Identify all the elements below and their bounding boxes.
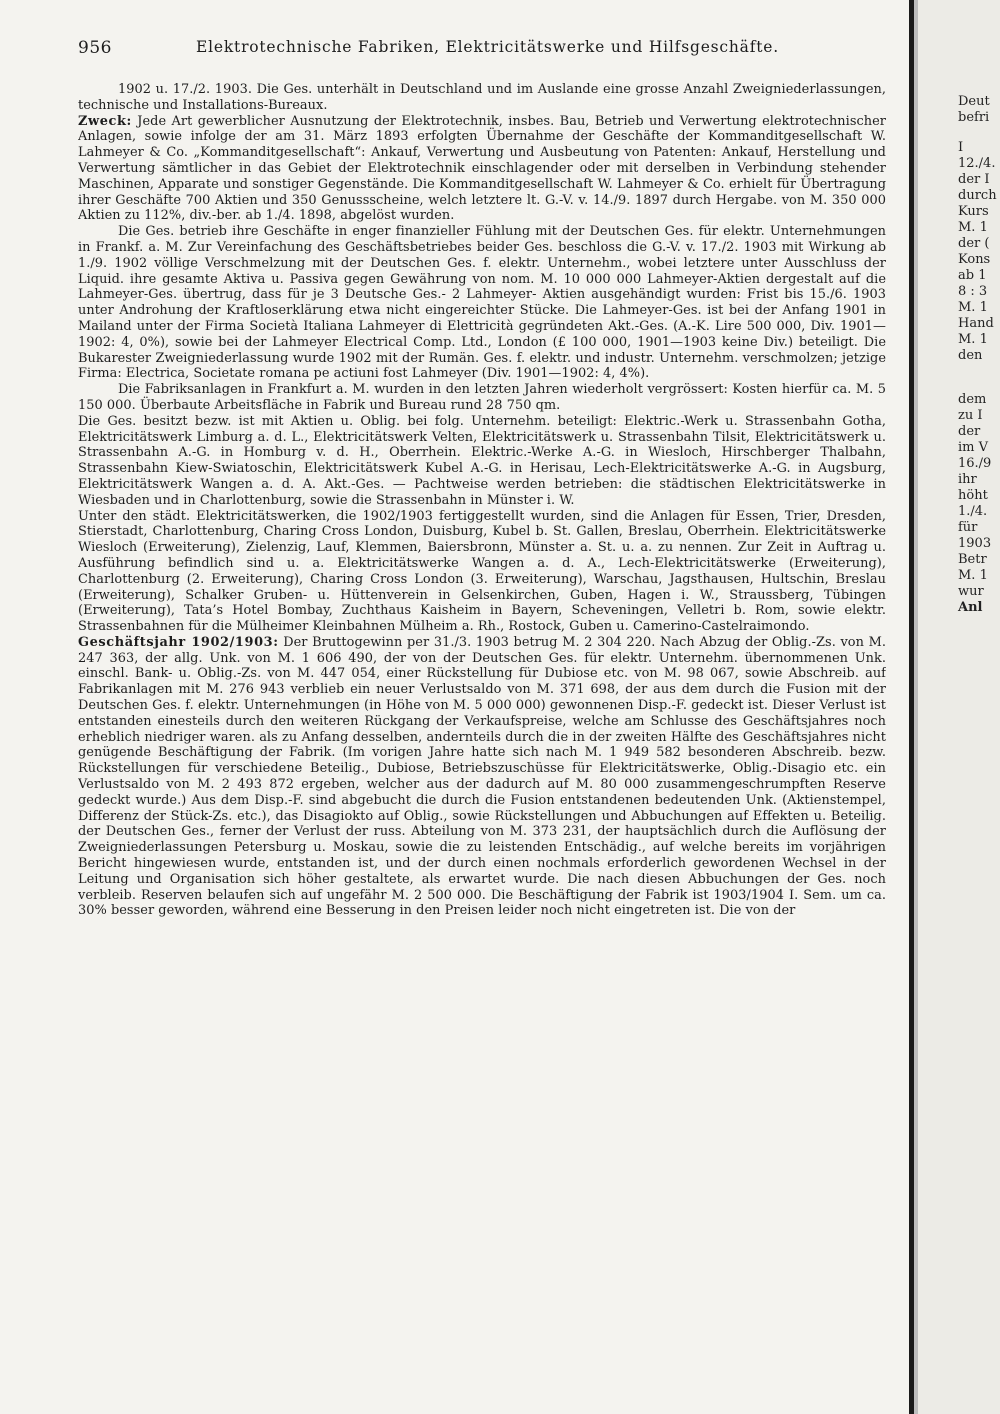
page-number: 956 [78,38,112,58]
adjacent-fragment-10: ab 1 [958,268,987,283]
paragraph-intro: 1902 u. 17./2. 1903. Die Ges. unterhält in Deutschland und im Auslande eine grosse Anzahl Zweigniederlassungen, technische und Installations-Bureaux. [78,82,886,113]
adjacent-fragment-25: 1903 [958,536,992,551]
adjacent-fragment-19: im V [958,440,989,455]
zweck-label: Zweck: [78,113,132,129]
adjacent-fragment-12: M. 1 [958,300,988,315]
adjacent-fragment-13: Hand [958,316,994,331]
main-text-column [78,82,886,1382]
adjacent-fragment-3: 12./4. [958,156,996,171]
adjacent-page-strip [918,0,1000,1414]
paragraph-elektricitaetswerke: Unter den städt. Elektricitätswerken, die 1902/1903 fertiggestellt wurden, sind die Anlagen für Essen, Trier, Dresden, Stierstadt, Charlottenburg, Charing Cross London, Duisburg, Kubel b. St. Gallen, Breslau, Oberrhein. Elektricitätswerke Wiesloch (Erweiterung), Zielenzig, Lauf, Klemmen, Baiersbronn, Münster a. St. u. a. zu nennen. Zur Zeit in Auftrag u. Ausführung befindlich sind u. a. Elektricitätswerke Wangen a. d. A., Lech-Elektricitätswerke (Erweiterung), Charlottenburg (2. Erweiterung), Charing Cross London (3. Erweiterung), Warschau, Jagsthausen, Hultschin, Breslau (Erweiterung), Schalker Gruben- u. Hüttenverein in Gelsenkirchen, Guben, Hagen i. W., Straussberg, Tübingen (Erweiterung), Tata’s Hotel Bombay, Zuchthaus Kaisheim in Bayern, Scheveningen, Velletri b. Rom, sowie elektr. Strassenbahnen für die Mülheimer Kleinbahnen Mülheim a. Rh., Rostock, Guben u. Camerino-Castelraimondo. [78,508,886,635]
running-title: Elektrotechnische Fabriken, Elektricitätswerke und Hilfsgeschäfte. [196,38,779,56]
paragraph-zweck [78,114,886,225]
adjacent-fragment-22: höht [958,488,988,503]
adjacent-fragment-20: 16./9 [958,456,992,471]
adjacent-fragment-8: der ( [958,236,990,251]
geschaeftsjahr-text: Der Bruttogewinn per 31./3. 1903 betrug M. 2 304 220. Nach Abzug der Oblig.-Zs. von M. 247 363, der allg. Unk. von M. 1 606 490, der von der Deutschen Ges. für elektr. Unternehm. übernommenen Unk. einschl. Bank- u. Oblig.-Zs. von M. 447 054, einer Rückstellung für Dubiose etc. von M. 98 067, sowie Abschreib. auf Fabrikanlagen mit M. 276 943 verblieb ein neuer Verlustsaldo von M. 371 698, der aus dem durch die Fusion mit der Deutschen Ges. f. elektr. Unternehmungen (in Höhe von M. 5 000 000) gewonnenen Disp.-F. gedeckt ist. Dieser Verlust ist entstanden einesteils durch den weiteren Rückgang der Verkaufspreise, welche am Schlusse des Geschäftsjahres noch erheblich niedriger waren. als zu Anfang desselben, andernteils durch die in der zweiten Hälfte des Geschäftsjahres nicht genügende Beschäftigung der Fabrik. (Im vorigen Jahre hatte sich nach M. 1 949 582 besonderen Abschreib. bezw. Rückstellungen für verschiedene Beteilig., Dubiose, Betriebszuschüsse für Elektricitätswerke, Oblig.-Disagio etc. ein Verlustsaldo von M. 2 493 872 ergeben, welcher aus der dadurch auf M. 80 000 zusammengeschrumpften Reserve gedeckt wurde.) Aus dem Disp.-F. sind abgebucht die durch die Fusion entstandenen bedeutenden Unk. (Aktienstempel, Differenz der Stück-Zs. etc.), das Disagiokto auf Oblig., sowie Rückstellungen und Abbuchungen auf Effekten u. Beteilig. der Deutschen Ges., ferner der Verlust der russ. Abteilung von M. 373 231, der hauptsächlich durch die Auflösung der Zweigniederlassungen Petersburg u. Moskau, sowie die zu leistenden Entschädig., auf welche bereits im vorjährigen Bericht hingewiesen wurde, entstanden ist, und der durch einen nochmals erforderlich gewordenen Wechsel in der Leitung und Organisation sich höher gestaltete, als erwartet wurde. Die nach diesen Abbuchungen der Ges. noch verbleib. Reserven belaufen sich auf ungefähr M. 2 500 000. Die Beschäftigung der Fabrik ist 1903/1904 I. Sem. um ca. 30% besser geworden, während eine Besserung in den Preisen leider noch nicht eingetreten ist. Die von der [78,634,886,919]
paragraph-fusion: Die Ges. betrieb ihre Geschäfte in enger finanzieller Fühlung mit der Deutschen Ges. für elektr. Unternehmungen in Frankf. a. M. Zur Vereinfachung des Geschäftsbetriebes beider Ges. beschloss die G.-V. v. 17./2. 1903 mit Wirkung ab 1./9. 1902 völlige Verschmelzung mit der Deutschen Ges. f. elektr. Unternehm., wobei letztere unter Ausschluss der Liquid. ihre gesamte Aktiva u. Passiva gegen Gewährung von nom. M. 10 000 000 Lahmeyer-Aktien dergestalt auf die Lahmeyer-Ges. übertrug, dass für je 3 Deutsche Ges.- 2 Lahmeyer- Aktien ausgehändigt wurden: Frist bis 15./6. 1903 unter Androhung der Kraftloserklärung etwa nicht eingereichter Stücke. Die Lahmeyer-Ges. ist bei der Anfang 1901 in Mailand unter der Firma Società Italiana Lahmeyer di Elettricità gegründeten Akt.-Ges. (A.-K. Lire 500 000, Div. 1901—1902: 4, 0%), sowie bei der Lahmeyer Electrical Comp. Ltd., London (£ 100 000, 1901—1903 keine Div.) beteiligt. Die Bukarester Zweigniederlassung wurde 1902 mit der Rumän. Ges. f. elektr. und industr. Unternehm. verschmolzen; jetzige Firma: Electrica, Societate romana pe actiuni fost Lahmeyer (Div. 1901—1902: 4, 4%). [78,224,886,382]
adjacent-fragment-28: wur [958,584,984,599]
paragraph-beteiligungen: Die Ges. besitzt bezw. ist mit Aktien u. Oblig. bei folg. Unternehm. beteiligt: Elektric.-Werk u. Strassenbahn Gotha, Elektricitätswerk Limburg a. d. L., Elektricitätswerk Velten, Elektricitätswerk u. Strassenbahn Tilsit, Elektricitätswerk u. Strassenbahn A.-G. in Homburg v. d. H., Oberrhein. Elektric.-Werke A.-G. in Wiesloch, Hirschberger Thalbahn, Strassenbahn Kiew-Swiatoschin, Elektricitätswerk Kubel A.-G. in Herisau, Lech-Elektricitätswerke A.-G. in Augsburg, Elektricitätswerk Wangen a. d. A. Akt.-Ges. — Pachtweise werden betrieben: die städtischen Elektricitätswerke in Wiesbaden und in Charlottenburg, sowie die Strassenbahn in Münster i. W. [78,413,886,508]
adjacent-fragment-0: Deut [958,94,990,109]
adjacent-fragment-5: durch [958,188,997,203]
adjacent-fragment-9: Kons [958,252,991,267]
paragraph-fabriksanlagen: Die Fabriksanlagen in Frankfurt a. M. wurden in den letzten Jahren wiederholt vergrössert: Kosten hierfür ca. M. 5 150 000. Überbaute Arbeitsfläche in Fabrik und Bureau rund 28 750 qm. [78,382,886,413]
page-header [78,38,898,62]
adjacent-fragment-27: M. 1 [958,568,988,583]
adjacent-fragment-1: befri [958,110,990,125]
adjacent-fragment-6: Kurs [958,204,989,219]
adjacent-fragment-15: den [958,348,983,363]
adjacent-fragment-29: Anl [958,600,983,615]
adjacent-fragment-17: zu I [958,408,983,423]
adjacent-fragment-23: 1./4. [958,504,988,519]
paragraph-geschaeftsjahr [78,635,886,919]
adjacent-fragment-14: M. 1 [958,332,988,347]
geschaeftsjahr-label: Geschäftsjahr 1902/1903: [78,634,279,650]
adjacent-fragment-2: I [958,140,964,155]
adjacent-fragment-11: 8 : 3 [958,284,988,299]
adjacent-fragment-26: Betr [958,552,987,567]
zweck-text: Jede Art gewerblicher Ausnutzung der Elektrotechnik, insbes. Bau, Betrieb und Verwertung elektrotechnischer Anlagen, sowie infolge der am 31. März 1893 erfolgten Übernahme der Geschäfte der Kommanditgesellschaft W. Lahmeyer & Co. „Kommanditgesellschaft“: Ankauf, Verwertung und Ausbeutung von Patenten: Ankauf, Herstellung und Verwertung sämtlicher in das Gebiet der Elektrotechnik einschlagender oder mit derselben in Verbindung stehender Maschinen, Apparate und sonstiger Gegenstände. Die Kommanditgesellschaft W. Lahmeyer & Co. erhielt für Übertragung ihrer Geschäfte 700 Aktien und 350 Genussscheine, welch letztere lt. G.-V. v. 14./9. 1897 durch Hergabe. von M. 350 000 Aktien zu 112%, div.-ber. ab 1./4. 1898, abgelöst wurden. [78,113,886,224]
adjacent-fragment-16: dem [958,392,987,407]
adjacent-fragment-21: ihr [958,472,977,487]
adjacent-fragment-18: der [958,424,981,439]
adjacent-fragment-4: der I [958,172,990,187]
adjacent-fragment-7: M. 1 [958,220,988,235]
adjacent-fragment-24: für [958,520,978,535]
